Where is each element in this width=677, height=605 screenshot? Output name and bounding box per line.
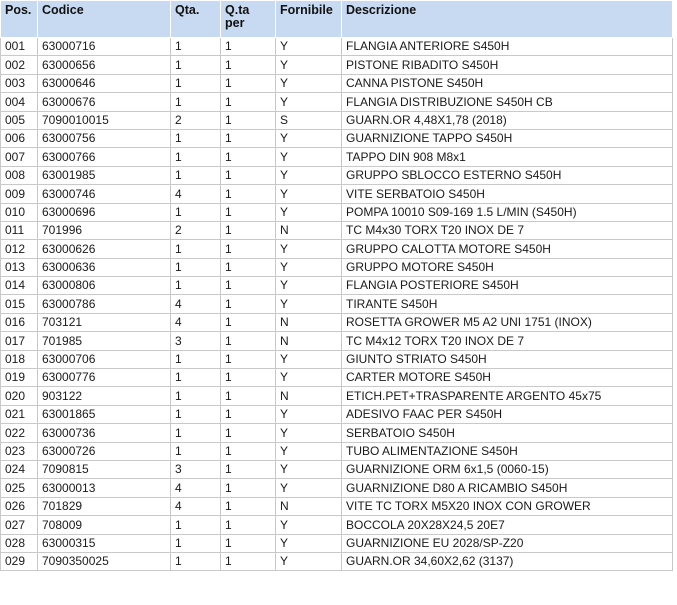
header-qty-per: Q.ta per bbox=[221, 1, 276, 38]
cell-qty: 2 bbox=[171, 111, 221, 129]
cell-code: 701996 bbox=[38, 221, 171, 239]
cell-available: N bbox=[276, 221, 342, 239]
cell-description: GUARNIZIONE D80 A RICAMBIO S450H bbox=[342, 479, 673, 497]
table-row bbox=[1, 166, 673, 184]
cell-code: 63000756 bbox=[38, 129, 171, 147]
cell-pos: 024 bbox=[1, 460, 38, 478]
cell-code: 63000786 bbox=[38, 295, 171, 313]
cell-qty-per: 1 bbox=[221, 534, 276, 552]
cell-qty-per: 1 bbox=[221, 93, 276, 111]
cell-pos: 018 bbox=[1, 350, 38, 368]
cell-available: Y bbox=[276, 258, 342, 276]
cell-description: VITE TC TORX M5X20 INOX CON GROWER bbox=[342, 497, 673, 515]
cell-qty: 1 bbox=[171, 129, 221, 147]
cell-code: 63000315 bbox=[38, 534, 171, 552]
cell-pos: 029 bbox=[1, 552, 38, 570]
table-row bbox=[1, 442, 673, 460]
cell-code: 63000646 bbox=[38, 74, 171, 92]
cell-pos: 015 bbox=[1, 295, 38, 313]
cell-qty: 2 bbox=[171, 221, 221, 239]
table-row bbox=[1, 479, 673, 497]
cell-code: 63000726 bbox=[38, 442, 171, 460]
cell-available: Y bbox=[276, 56, 342, 74]
cell-pos: 012 bbox=[1, 240, 38, 258]
table-row bbox=[1, 221, 673, 239]
header-pos: Pos. bbox=[1, 1, 38, 38]
cell-description: SERBATOIO S450H bbox=[342, 424, 673, 442]
cell-pos: 007 bbox=[1, 148, 38, 166]
cell-qty: 4 bbox=[171, 313, 221, 331]
cell-code: 63000736 bbox=[38, 424, 171, 442]
header-code: Codice bbox=[38, 1, 171, 38]
cell-qty: 3 bbox=[171, 332, 221, 350]
cell-qty-per: 1 bbox=[221, 332, 276, 350]
table-header-row bbox=[1, 1, 673, 38]
cell-qty: 1 bbox=[171, 240, 221, 258]
cell-description: ADESIVO FAAC PER S450H bbox=[342, 405, 673, 423]
cell-qty: 1 bbox=[171, 350, 221, 368]
cell-description: FLANGIA POSTERIORE S450H bbox=[342, 277, 673, 295]
cell-available: Y bbox=[276, 369, 342, 387]
cell-description: GUARN.OR 4,48X1,78 (2018) bbox=[342, 111, 673, 129]
cell-available: Y bbox=[276, 405, 342, 423]
cell-description: POMPA 10010 S09-169 1.5 L/MIN (S450H) bbox=[342, 203, 673, 221]
table-row bbox=[1, 111, 673, 129]
cell-available: Y bbox=[276, 129, 342, 147]
table-row bbox=[1, 497, 673, 515]
cell-available: Y bbox=[276, 38, 342, 56]
cell-available: Y bbox=[276, 424, 342, 442]
cell-available: Y bbox=[276, 74, 342, 92]
cell-qty: 1 bbox=[171, 38, 221, 56]
cell-qty-per: 1 bbox=[221, 185, 276, 203]
cell-pos: 021 bbox=[1, 405, 38, 423]
table-row bbox=[1, 277, 673, 295]
cell-code: 63000676 bbox=[38, 93, 171, 111]
cell-qty: 1 bbox=[171, 56, 221, 74]
cell-available: Y bbox=[276, 460, 342, 478]
cell-available: N bbox=[276, 332, 342, 350]
cell-available: Y bbox=[276, 442, 342, 460]
table-row bbox=[1, 313, 673, 331]
table-row bbox=[1, 460, 673, 478]
table-row bbox=[1, 74, 673, 92]
cell-code: 7090815 bbox=[38, 460, 171, 478]
cell-qty: 1 bbox=[171, 516, 221, 534]
cell-description: TC M4x12 TORX T20 INOX DE 7 bbox=[342, 332, 673, 350]
cell-pos: 025 bbox=[1, 479, 38, 497]
cell-description: GRUPPO SBLOCCO ESTERNO S450H bbox=[342, 166, 673, 184]
cell-code: 63000706 bbox=[38, 350, 171, 368]
cell-qty: 1 bbox=[171, 552, 221, 570]
cell-code: 701829 bbox=[38, 497, 171, 515]
cell-qty-per: 1 bbox=[221, 552, 276, 570]
cell-pos: 020 bbox=[1, 387, 38, 405]
cell-qty-per: 1 bbox=[221, 442, 276, 460]
cell-code: 63000776 bbox=[38, 369, 171, 387]
cell-qty: 3 bbox=[171, 460, 221, 478]
cell-code: 63000636 bbox=[38, 258, 171, 276]
cell-description: FLANGIA ANTERIORE S450H bbox=[342, 38, 673, 56]
cell-qty-per: 1 bbox=[221, 350, 276, 368]
cell-pos: 008 bbox=[1, 166, 38, 184]
cell-description: ROSETTA GROWER M5 A2 UNI 1751 (INOX) bbox=[342, 313, 673, 331]
cell-qty-per: 1 bbox=[221, 166, 276, 184]
cell-qty: 1 bbox=[171, 277, 221, 295]
cell-available: Y bbox=[276, 277, 342, 295]
cell-pos: 026 bbox=[1, 497, 38, 515]
cell-description: CARTER MOTORE S450H bbox=[342, 369, 673, 387]
table-row bbox=[1, 295, 673, 313]
cell-qty-per: 1 bbox=[221, 240, 276, 258]
cell-pos: 003 bbox=[1, 74, 38, 92]
cell-qty: 1 bbox=[171, 166, 221, 184]
cell-code: 63001985 bbox=[38, 166, 171, 184]
cell-qty: 1 bbox=[171, 405, 221, 423]
table-row bbox=[1, 129, 673, 147]
cell-pos: 017 bbox=[1, 332, 38, 350]
cell-qty-per: 1 bbox=[221, 111, 276, 129]
cell-description: BOCCOLA 20X28X24,5 20E7 bbox=[342, 516, 673, 534]
table-row bbox=[1, 369, 673, 387]
cell-code: 63000013 bbox=[38, 479, 171, 497]
cell-qty-per: 1 bbox=[221, 479, 276, 497]
cell-code: 701985 bbox=[38, 332, 171, 350]
cell-pos: 013 bbox=[1, 258, 38, 276]
cell-description: GIUNTO STRIATO S450H bbox=[342, 350, 673, 368]
cell-pos: 022 bbox=[1, 424, 38, 442]
cell-code: 903122 bbox=[38, 387, 171, 405]
table-row bbox=[1, 534, 673, 552]
cell-qty: 4 bbox=[171, 295, 221, 313]
table-row bbox=[1, 258, 673, 276]
table-row bbox=[1, 387, 673, 405]
cell-qty: 1 bbox=[171, 387, 221, 405]
cell-description: VITE SERBATOIO S450H bbox=[342, 185, 673, 203]
cell-available: N bbox=[276, 313, 342, 331]
cell-code: 63000806 bbox=[38, 277, 171, 295]
cell-available: Y bbox=[276, 148, 342, 166]
cell-pos: 006 bbox=[1, 129, 38, 147]
cell-code: 708009 bbox=[38, 516, 171, 534]
cell-pos: 014 bbox=[1, 277, 38, 295]
cell-available: N bbox=[276, 497, 342, 515]
cell-qty-per: 1 bbox=[221, 405, 276, 423]
cell-code: 63000716 bbox=[38, 38, 171, 56]
cell-code: 63001865 bbox=[38, 405, 171, 423]
cell-pos: 027 bbox=[1, 516, 38, 534]
cell-description: GRUPPO MOTORE S450H bbox=[342, 258, 673, 276]
cell-qty: 4 bbox=[171, 185, 221, 203]
cell-description: TC M4x30 TORX T20 INOX DE 7 bbox=[342, 221, 673, 239]
cell-available: N bbox=[276, 387, 342, 405]
table-row bbox=[1, 516, 673, 534]
cell-qty-per: 1 bbox=[221, 221, 276, 239]
cell-description: GRUPPO CALOTTA MOTORE S450H bbox=[342, 240, 673, 258]
cell-pos: 009 bbox=[1, 185, 38, 203]
cell-code: 63000656 bbox=[38, 56, 171, 74]
table-row bbox=[1, 552, 673, 570]
header-available: Fornibile bbox=[276, 1, 342, 38]
table-row bbox=[1, 405, 673, 423]
cell-available: Y bbox=[276, 516, 342, 534]
cell-qty: 1 bbox=[171, 369, 221, 387]
cell-code: 63000626 bbox=[38, 240, 171, 258]
table-row bbox=[1, 56, 673, 74]
table-row bbox=[1, 350, 673, 368]
header-description: Descrizione bbox=[342, 1, 673, 38]
cell-qty: 1 bbox=[171, 442, 221, 460]
cell-qty-per: 1 bbox=[221, 295, 276, 313]
cell-available: Y bbox=[276, 93, 342, 111]
cell-qty: 1 bbox=[171, 148, 221, 166]
cell-description: TUBO ALIMENTAZIONE S450H bbox=[342, 442, 673, 460]
cell-code: 7090350025 bbox=[38, 552, 171, 570]
cell-description: TAPPO DIN 908 M8x1 bbox=[342, 148, 673, 166]
cell-code: 63000696 bbox=[38, 203, 171, 221]
cell-qty-per: 1 bbox=[221, 369, 276, 387]
cell-pos: 002 bbox=[1, 56, 38, 74]
cell-available: S bbox=[276, 111, 342, 129]
cell-qty-per: 1 bbox=[221, 497, 276, 515]
cell-description: GUARNIZIONE EU 2028/SP-Z20 bbox=[342, 534, 673, 552]
cell-qty-per: 1 bbox=[221, 56, 276, 74]
cell-qty: 1 bbox=[171, 534, 221, 552]
cell-code: 7090010015 bbox=[38, 111, 171, 129]
cell-pos: 010 bbox=[1, 203, 38, 221]
cell-qty-per: 1 bbox=[221, 203, 276, 221]
table-row bbox=[1, 424, 673, 442]
cell-available: Y bbox=[276, 185, 342, 203]
table-row bbox=[1, 332, 673, 350]
cell-available: Y bbox=[276, 240, 342, 258]
cell-pos: 019 bbox=[1, 369, 38, 387]
cell-qty-per: 1 bbox=[221, 129, 276, 147]
cell-description: PISTONE RIBADITO S450H bbox=[342, 56, 673, 74]
cell-available: Y bbox=[276, 479, 342, 497]
cell-description: FLANGIA DISTRIBUZIONE S450H CB bbox=[342, 93, 673, 111]
cell-qty: 4 bbox=[171, 479, 221, 497]
cell-description: ETICH.PET+TRASPARENTE ARGENTO 45x75 bbox=[342, 387, 673, 405]
cell-pos: 001 bbox=[1, 38, 38, 56]
cell-qty: 1 bbox=[171, 258, 221, 276]
cell-description: CANNA PISTONE S450H bbox=[342, 74, 673, 92]
cell-qty: 1 bbox=[171, 74, 221, 92]
cell-qty-per: 1 bbox=[221, 38, 276, 56]
cell-available: Y bbox=[276, 166, 342, 184]
table-row bbox=[1, 38, 673, 56]
cell-available: Y bbox=[276, 534, 342, 552]
cell-available: Y bbox=[276, 552, 342, 570]
cell-qty: 1 bbox=[171, 93, 221, 111]
cell-qty-per: 1 bbox=[221, 424, 276, 442]
cell-qty: 4 bbox=[171, 497, 221, 515]
cell-qty-per: 1 bbox=[221, 74, 276, 92]
table-row bbox=[1, 185, 673, 203]
cell-qty-per: 1 bbox=[221, 277, 276, 295]
cell-pos: 023 bbox=[1, 442, 38, 460]
cell-pos: 016 bbox=[1, 313, 38, 331]
cell-code: 703121 bbox=[38, 313, 171, 331]
cell-pos: 028 bbox=[1, 534, 38, 552]
table-row bbox=[1, 240, 673, 258]
cell-pos: 011 bbox=[1, 221, 38, 239]
cell-qty: 1 bbox=[171, 203, 221, 221]
cell-qty-per: 1 bbox=[221, 148, 276, 166]
table-row bbox=[1, 148, 673, 166]
cell-qty: 1 bbox=[171, 424, 221, 442]
cell-available: Y bbox=[276, 203, 342, 221]
cell-description: GUARN.OR 34,60X2,62 (3137) bbox=[342, 552, 673, 570]
cell-description: TIRANTE S450H bbox=[342, 295, 673, 313]
cell-code: 63000766 bbox=[38, 148, 171, 166]
table-row bbox=[1, 93, 673, 111]
cell-qty-per: 1 bbox=[221, 258, 276, 276]
table-row bbox=[1, 203, 673, 221]
cell-qty-per: 1 bbox=[221, 460, 276, 478]
cell-available: Y bbox=[276, 295, 342, 313]
cell-pos: 005 bbox=[1, 111, 38, 129]
cell-qty-per: 1 bbox=[221, 313, 276, 331]
cell-available: Y bbox=[276, 350, 342, 368]
cell-qty-per: 1 bbox=[221, 516, 276, 534]
cell-description: GUARNIZIONE TAPPO S450H bbox=[342, 129, 673, 147]
cell-qty-per: 1 bbox=[221, 387, 276, 405]
cell-pos: 004 bbox=[1, 93, 38, 111]
cell-code: 63000746 bbox=[38, 185, 171, 203]
header-qty: Qta. bbox=[171, 1, 221, 38]
cell-description: GUARNIZIONE ORM 6x1,5 (0060-15) bbox=[342, 460, 673, 478]
